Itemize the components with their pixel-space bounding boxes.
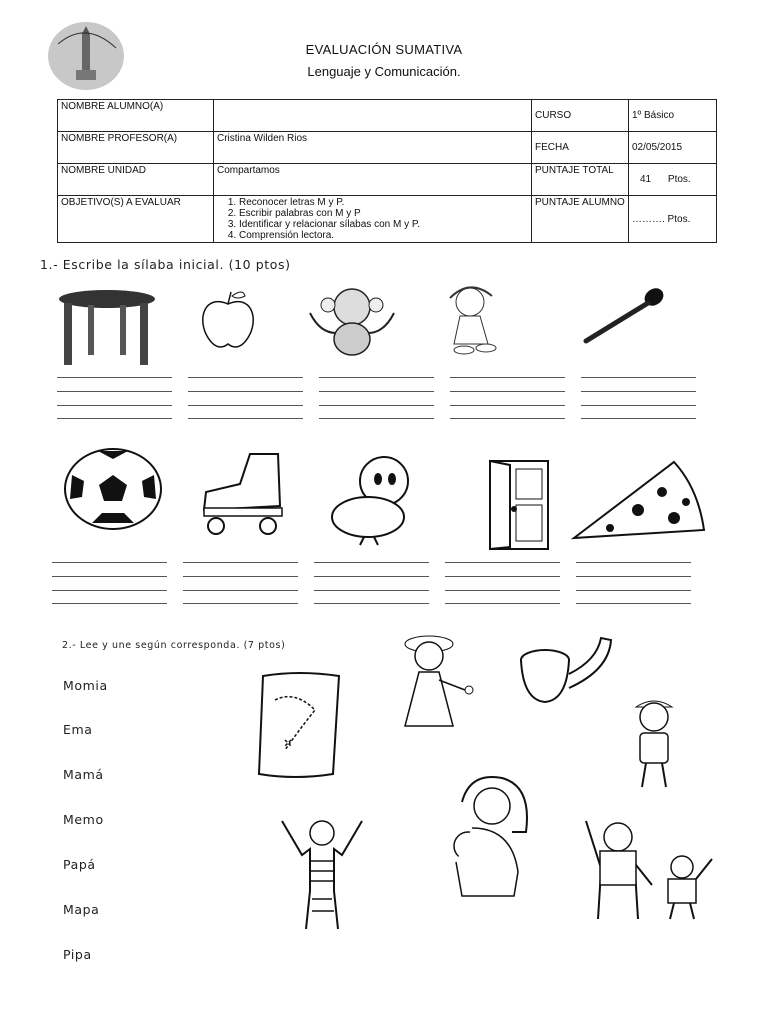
question-1-title: 1.- Escribe la sílaba inicial. (10 ptos) <box>40 257 291 272</box>
puntaje-alumno-value: ………. Ptos. <box>629 196 717 243</box>
skate-icon <box>200 450 288 540</box>
word-mama[interactable]: Mamá <box>63 767 104 782</box>
objetivos-label: OBJETIVO(S) A EVALUAR <box>58 196 214 243</box>
profesor-value: Cristina Wilden Rios <box>214 132 532 164</box>
writing-lines[interactable] <box>57 377 172 419</box>
objetivo-item: 3. Identificar y relacionar sílabas con M y P. <box>239 219 528 230</box>
puntaje-total-unit: Ptos. <box>667 174 691 185</box>
curso-label: CURSO <box>532 100 629 132</box>
fecha-value: 02/05/2015 <box>629 132 717 164</box>
puntaje-total-number: 41 <box>640 174 652 185</box>
monkey-icon <box>300 283 404 361</box>
puntaje-alumno-label: PUNTAJE ALUMNO <box>532 196 629 243</box>
page-subtitle: Lenguaje y Comunicación. <box>307 64 461 79</box>
question-2-title: 2.- Lee y une según corresponda. (7 ptos) <box>62 640 286 651</box>
boy-icon[interactable] <box>624 695 684 793</box>
puntaje-total-value <box>629 164 717 196</box>
objetivo-item: 1. Reconocer letras M y P. <box>239 197 528 208</box>
profesor-label: NOMBRE PROFESOR(A) <box>58 132 214 164</box>
unidad-label: NOMBRE UNIDAD <box>58 164 214 196</box>
map-icon[interactable] <box>255 670 343 782</box>
doll-icon <box>430 282 520 356</box>
writing-lines[interactable] <box>450 377 565 419</box>
writing-lines[interactable] <box>52 562 167 604</box>
alumno-label: NOMBRE ALUMNO(A) <box>58 100 214 132</box>
word-pipa[interactable]: Pipa <box>63 947 92 962</box>
unidad-value: Compartamos <box>214 164 532 196</box>
curso-value: 1º Básico <box>629 100 717 132</box>
pizza-icon <box>570 458 708 542</box>
mother-icon[interactable] <box>442 772 542 898</box>
word-papa[interactable]: Papá <box>63 857 96 872</box>
father-icon[interactable] <box>578 815 718 923</box>
door-icon <box>480 455 552 553</box>
word-memo[interactable]: Memo <box>63 812 104 827</box>
girl-icon[interactable] <box>395 630 487 738</box>
writing-lines[interactable] <box>445 562 560 604</box>
chick-icon <box>322 453 414 547</box>
writing-lines[interactable] <box>314 562 429 604</box>
microphone-icon <box>578 285 668 347</box>
objetivo-item: 4. Comprensión lectora. <box>239 230 528 241</box>
objetivos-list <box>217 197 528 241</box>
apple-icon <box>195 288 261 352</box>
writing-lines[interactable] <box>576 562 691 604</box>
info-table <box>57 99 717 243</box>
word-ema[interactable]: Ema <box>63 722 93 737</box>
writing-lines[interactable] <box>581 377 696 419</box>
writing-lines[interactable] <box>183 562 298 604</box>
table-icon <box>52 285 162 370</box>
ball-icon <box>62 447 164 531</box>
fecha-label: FECHA <box>532 132 629 164</box>
alumno-value[interactable] <box>214 100 532 132</box>
page-title: EVALUACIÓN SUMATIVA <box>305 42 463 57</box>
word-momia[interactable]: Momia <box>63 678 108 693</box>
objetivos-list-cell <box>214 196 532 243</box>
writing-lines[interactable] <box>319 377 434 419</box>
word-mapa[interactable]: Mapa <box>63 902 100 917</box>
objetivo-item: 2. Escribir palabras con M y P <box>239 208 528 219</box>
puntaje-total-label: PUNTAJE TOTAL <box>532 164 629 196</box>
mummy-icon[interactable] <box>272 815 372 933</box>
pipe-icon[interactable] <box>515 630 615 710</box>
writing-lines[interactable] <box>188 377 303 419</box>
